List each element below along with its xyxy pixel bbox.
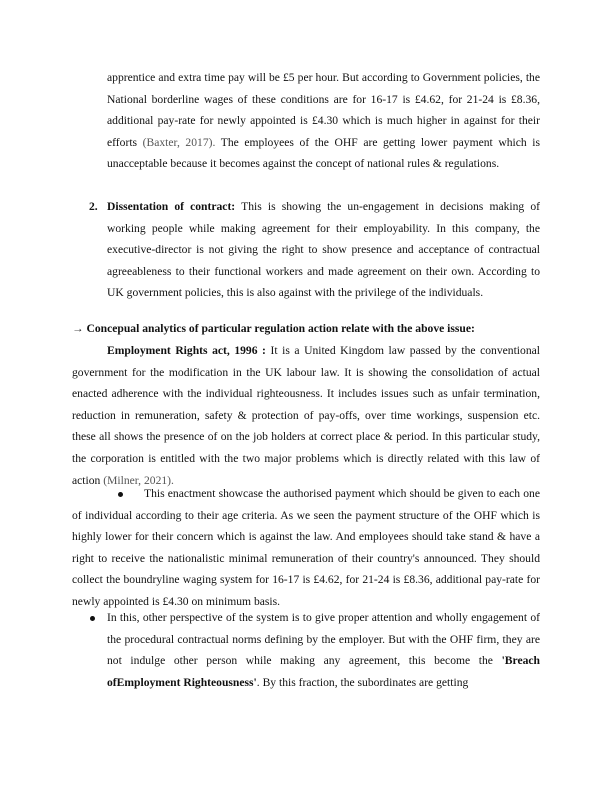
citation-milner: (Milner, 2021). — [103, 473, 174, 487]
wage-paragraph — [107, 67, 540, 175]
employment-rights-paragraph — [72, 340, 540, 491]
contract-norms-text — [107, 607, 540, 693]
contract-norms-part-2: . By this fraction, the subordinates are getting — [256, 675, 469, 689]
bullet-icon — [90, 616, 95, 621]
wage-text-part-2: The employees of the OHF are getting lower payment which is unacceptable because it becomes against the concept of national rules & regulations. — [107, 135, 540, 171]
contract-item-body: This is showing the un-engagement in decisions making of working people while making agreement for their employability. In this company, the executive-director is not giving the right to show presence and acceptance of contractual agreeableness to their functional workers and made agreement on their own. According to UK government policies, this is also against with the privilege of the individuals. — [107, 200, 541, 300]
contract-list-item — [107, 196, 540, 304]
contract-item-label: Dissentation of contract: — [107, 200, 236, 213]
contract-norms-bullet — [107, 607, 540, 693]
breach-term: 'Breach ofEmployment Righteousness' — [107, 654, 540, 689]
citation-baxter: (Baxter, 2017). — [142, 135, 216, 149]
employment-rights-label: Employment Rights act, 1996 : — [107, 344, 266, 357]
heading-label: Concepual analytics of particular regulation action relate with the above issue: — [83, 322, 475, 335]
section-heading — [72, 318, 542, 340]
payment-bullet — [72, 483, 540, 613]
wage-text-part-1: apprentice and extra time pay will be £5 per hour. But according to Government policies, the National borderline wages of these conditions are for 16-17 is £4.62, for 21-24 is £8.36, additional pay-rate for newly appointed is £4.30 which is much higher in against for their efforts — [107, 71, 540, 149]
employment-rights-text — [72, 340, 540, 491]
employment-rights-body: It is a United Kingdom law passed by the conventional government for the modification in the UK labour law. It is showing the consolidation of actual enacted adherence with the individual righteousness. It includes issues such as unfair termination, reduction in remuneration, safety & protection of pay-offs, over time workings, suspension etc. these all shows the presence of on the job holders at correct place & period. In this particular study, the corporation is entitled with the two major problems which is directly related with this law of action — [72, 344, 540, 487]
list-number-2: 2. — [89, 200, 98, 213]
contract-item-text — [107, 196, 540, 304]
arrow-icon: → — [72, 322, 84, 335]
wage-paragraph-text — [107, 67, 540, 175]
section-heading-text — [72, 318, 542, 340]
payment-bullet-text: This enactment showcase the authorised payment which should be given to each one of individual according to their age criteria. As we seen the payment structure of the OHF which is highly lower for their concern which is against the law. And employees should take stand & have a right to receive the nationalistic minimal remuneration of their country's announced. They should collect the boundryline waging system for 16-17 is £4.62, for 21-24 is £8.36, additional pay-rate for newly appointed is £4.30 on minimum basis. — [72, 487, 540, 608]
contract-norms-part-1: In this, other perspective of the system is to give proper attention and wholly engagement of the procedural contractual norms defining by the employer. But with the OHF firm, they are not indulge other person while making any agreement, this become the — [107, 611, 540, 668]
